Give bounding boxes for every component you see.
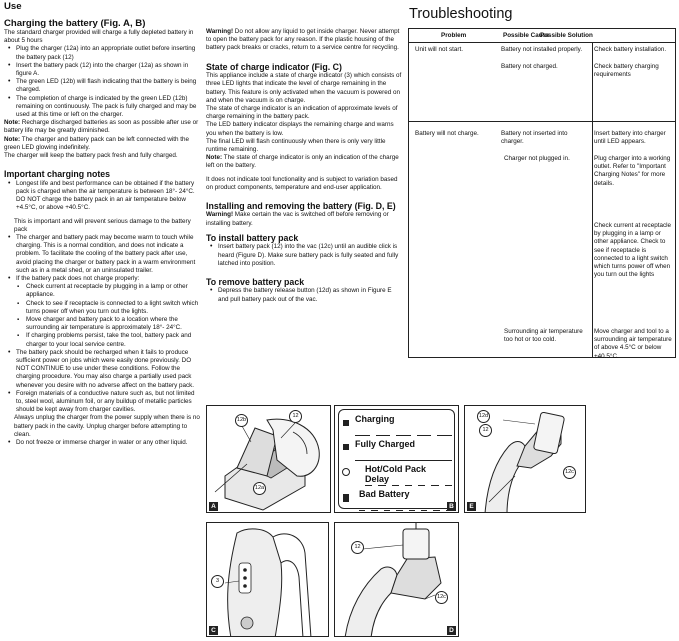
list-item: • The completion of charge is indicated by the green LED (12b) remaining on continuously. The pack is fully charged and may be used at this time or left on the charger. — [4, 95, 200, 120]
callout-12: 12 — [351, 541, 364, 554]
vacuum-handle-illustration — [207, 523, 329, 637]
cause-cell: Charger not plugged in. — [504, 155, 570, 162]
sub-list-item: ▪ Check current at receptacle by plugging in a lamp or other appliance. — [4, 283, 200, 299]
table-row — [409, 44, 675, 122]
callout-3: 3 — [211, 575, 224, 588]
callout-12c: 12c — [435, 591, 448, 604]
indicator-label: Charging — [355, 414, 395, 424]
list-item: • The battery pack should be recharged when it fails to produce sufficient power on jobs which were easily done previously. DO NOT CONTINUE to use under these conditions. Follow the charging procedure. You may also charge a partially used pack whenever you desire with no adverse affect on the battery pack. — [4, 349, 200, 390]
header-problem: Problem — [441, 32, 467, 39]
note-connected: Note: The charger and battery pack can be left connected with the green LED glowing indefinitely. — [4, 135, 190, 151]
important-notes-list-3 — [4, 439, 200, 447]
indicator-label: Fully Charged — [355, 439, 416, 449]
troubleshooting-table — [408, 28, 676, 358]
indicator-icons — [342, 418, 352, 508]
table-row — [409, 123, 675, 360]
to-install-heading: To install battery pack — [206, 232, 299, 243]
indicator-row-bad — [355, 487, 452, 513]
indicator-label: Bad Battery — [359, 489, 410, 499]
solution-cell: Insert battery into charger until LED appears. — [594, 130, 666, 146]
solution-cell: Check battery installation. — [594, 46, 667, 53]
list-item: • The charger and battery pack may become warm to touch while charging. This is a normal condition, and does not indicate a problem. To facilitate the cooling of the battery pack after use, avoid placing the charger or battery pack in a warm environment such as in a metal shed, or an uninsulated trailer. — [4, 234, 200, 275]
callout-12c: 12c — [563, 466, 576, 479]
list-item: • Do not freeze or immerse charger in water or any other liquid. — [4, 439, 200, 447]
table-header — [409, 29, 675, 43]
problem-cell: Unit will not start. — [415, 46, 463, 53]
list-item: • Plug the charger (12a) into an appropriate outlet before inserting the battery pack (12) — [4, 45, 200, 61]
callout-12d: 12d — [477, 410, 490, 423]
solution-cell: Check current at receptacle by plugging in a lamp or other appliance. Check to see if receptacle is connected to a light switch which turns power off when you turn out the lights — [594, 222, 671, 279]
note-recharge: Note: Recharge discharged batteries as soon as possible after use or battery life may be greatly diminished. — [4, 119, 199, 135]
indicator-row-delay — [355, 462, 452, 488]
cause-cell: Battery not installed properly. — [501, 46, 583, 53]
list-item: • Foreign materials of a conductive nature such as, but not limited to, steel wool, aluminum foil, or any buildup of metallic particles should be kept away from charger cavities. — [4, 390, 200, 415]
soc-paragraph: This appliance include a state of charge indicator (3) which consists of three LED lights that indicate the level of charge remaining in the battery. This feature is only activated when the vacuum is powered on and when the vacuum is on charge. — [206, 72, 402, 104]
figure-a — [206, 405, 331, 513]
soc-note: Note: The state of charge indicator is only an indication of the charge left on the battery. — [206, 154, 399, 170]
callout-12a: 12a — [253, 482, 266, 495]
section-title: Use — [4, 1, 22, 12]
cause-cell: Battery not charged. — [501, 63, 558, 70]
cause-cell: Battery not inserted into charger. — [501, 130, 568, 146]
full-charge-icon — [343, 444, 349, 450]
figure-b — [334, 405, 459, 513]
list-item: • The green LED (12b) will flash indicating that the battery is being charged. — [4, 78, 200, 94]
soc-heading: State of charge indicator (Fig. C) — [206, 61, 342, 72]
important-warning: This is important and will prevent serious damage to the battery pack — [14, 217, 191, 233]
column-middle — [206, 0, 402, 304]
charging-heading: Charging the battery (Fig. A, B) — [4, 18, 146, 29]
callout-12b: 12b — [235, 414, 248, 427]
important-notes-list — [4, 180, 200, 213]
list-item: • Depress the battery release button (12d) as shown in Figure E and pull battery pack out of the vac. — [206, 287, 402, 303]
important-notes-list-2 — [4, 234, 200, 414]
soc-paragraph: It does not indicate tool functionality and is subject to variation based on product components, temperature and end-user application. — [206, 175, 398, 191]
troubleshooting-title: Troubleshooting — [409, 6, 513, 22]
list-item: • If the battery pack does not charge properly: — [4, 275, 200, 283]
liquid-warning: Warning! Do not allow any liquid to get inside charger. Never attempt to open the battery pack for any reason. If the plastic housing of the battery pack breaks or cracks, return to a service centre for recycling. — [206, 28, 400, 52]
figure-d — [334, 522, 459, 637]
unplug-text: Always unplug the charger from the power supply when there is no battery pack in the cavity. Unplug charger before attempting to clean. — [14, 414, 200, 438]
figure-letter: C — [209, 626, 218, 635]
indicator-row-charging — [355, 412, 452, 438]
indicator-label: Hot/Cold Pack Delay — [365, 464, 427, 484]
callout-12: 12 — [289, 410, 302, 423]
figure-letter: B — [447, 502, 456, 511]
soc-paragraph: The LED battery indicator displays the remaining charge and warns you when the battery is low. — [206, 121, 394, 137]
important-notes-heading: Important charging notes — [4, 169, 111, 180]
charging-steps-list — [4, 45, 200, 119]
cause-cell: Surrounding air temperature too hot or too cold. — [504, 328, 583, 344]
solution-cell: Plug charger into a working outlet. Refer to "Important Charging Notes" for more details. — [594, 155, 671, 187]
list-item: • Insert battery pack (12) into the vac (12c) until an audible click is heard (Figure D). Make sure battery pack is fully seated and fully latched into position. — [206, 243, 402, 268]
figure-letter: E — [467, 502, 476, 511]
callout-12: 12 — [479, 424, 492, 437]
sub-list-item: ▪ Move charger and battery pack to a location where the surrounding air temperature is approximately 18°- 24°C. — [4, 316, 200, 332]
vacuum-install-illustration — [335, 523, 459, 637]
problem-cell: Battery will not charge. — [415, 130, 479, 137]
charger-illustration — [207, 406, 331, 513]
bad-battery-icon — [343, 494, 349, 502]
header-solution: Possible Solution — [540, 32, 593, 39]
figure-letter: D — [447, 626, 456, 635]
soc-paragraph: The final LED will flash continuously when there is only very little runtime remaining. — [206, 137, 386, 153]
solution-cell: Move charger and tool to a surrounding air temperature of above 4.5°C or below +40.5°C. — [594, 328, 672, 360]
to-remove-heading: To remove battery pack — [206, 276, 305, 287]
charging-icon — [343, 420, 349, 426]
figure-e — [464, 405, 586, 513]
list-item: • Insert the battery pack (12) into the charger (12a) as shown in figure A. — [4, 62, 200, 78]
install-warning: Warning! Make certain the vac is switched off before removing or installing battery. — [206, 211, 389, 227]
soc-paragraph: The state of charge indicator is an indication of approximate levels of charge remaining in the battery pack. — [206, 104, 398, 121]
charging-intro: The standard charger provided will charge a fully depleted battery in about 5 hours — [4, 29, 194, 45]
remove-list — [206, 287, 402, 303]
column-left — [4, 0, 200, 447]
keep-fresh-text: The charger will keep the battery pack fresh and fully charged. — [4, 152, 178, 160]
indicator-row-full — [355, 437, 452, 463]
list-item: • Longest life and best performance can be obtained if the battery pack is charged when the air temperature is between 18°- 24°C. DO NOT charge the battery pack in an air temperature below +4.5°C, or above +40.5°C. — [4, 180, 200, 213]
figure-c — [206, 522, 329, 637]
install-list — [206, 243, 402, 268]
sub-list-item: ▪ Check to see if receptacle is connected to a light switch which turns power off when you turn out the lights. — [4, 300, 200, 316]
thermometer-icon — [343, 469, 350, 476]
install-heading: Installing and removing the battery (Fig. D, E) — [206, 200, 396, 211]
figure-letter: A — [209, 502, 218, 511]
solution-cell: Check battery charging requirements — [594, 63, 659, 79]
header-cause: Possible Cause — [503, 32, 550, 39]
sub-list-item: ▪ If charging problems persist, take the tool, battery pack and charger to your local service centre. — [4, 332, 200, 348]
